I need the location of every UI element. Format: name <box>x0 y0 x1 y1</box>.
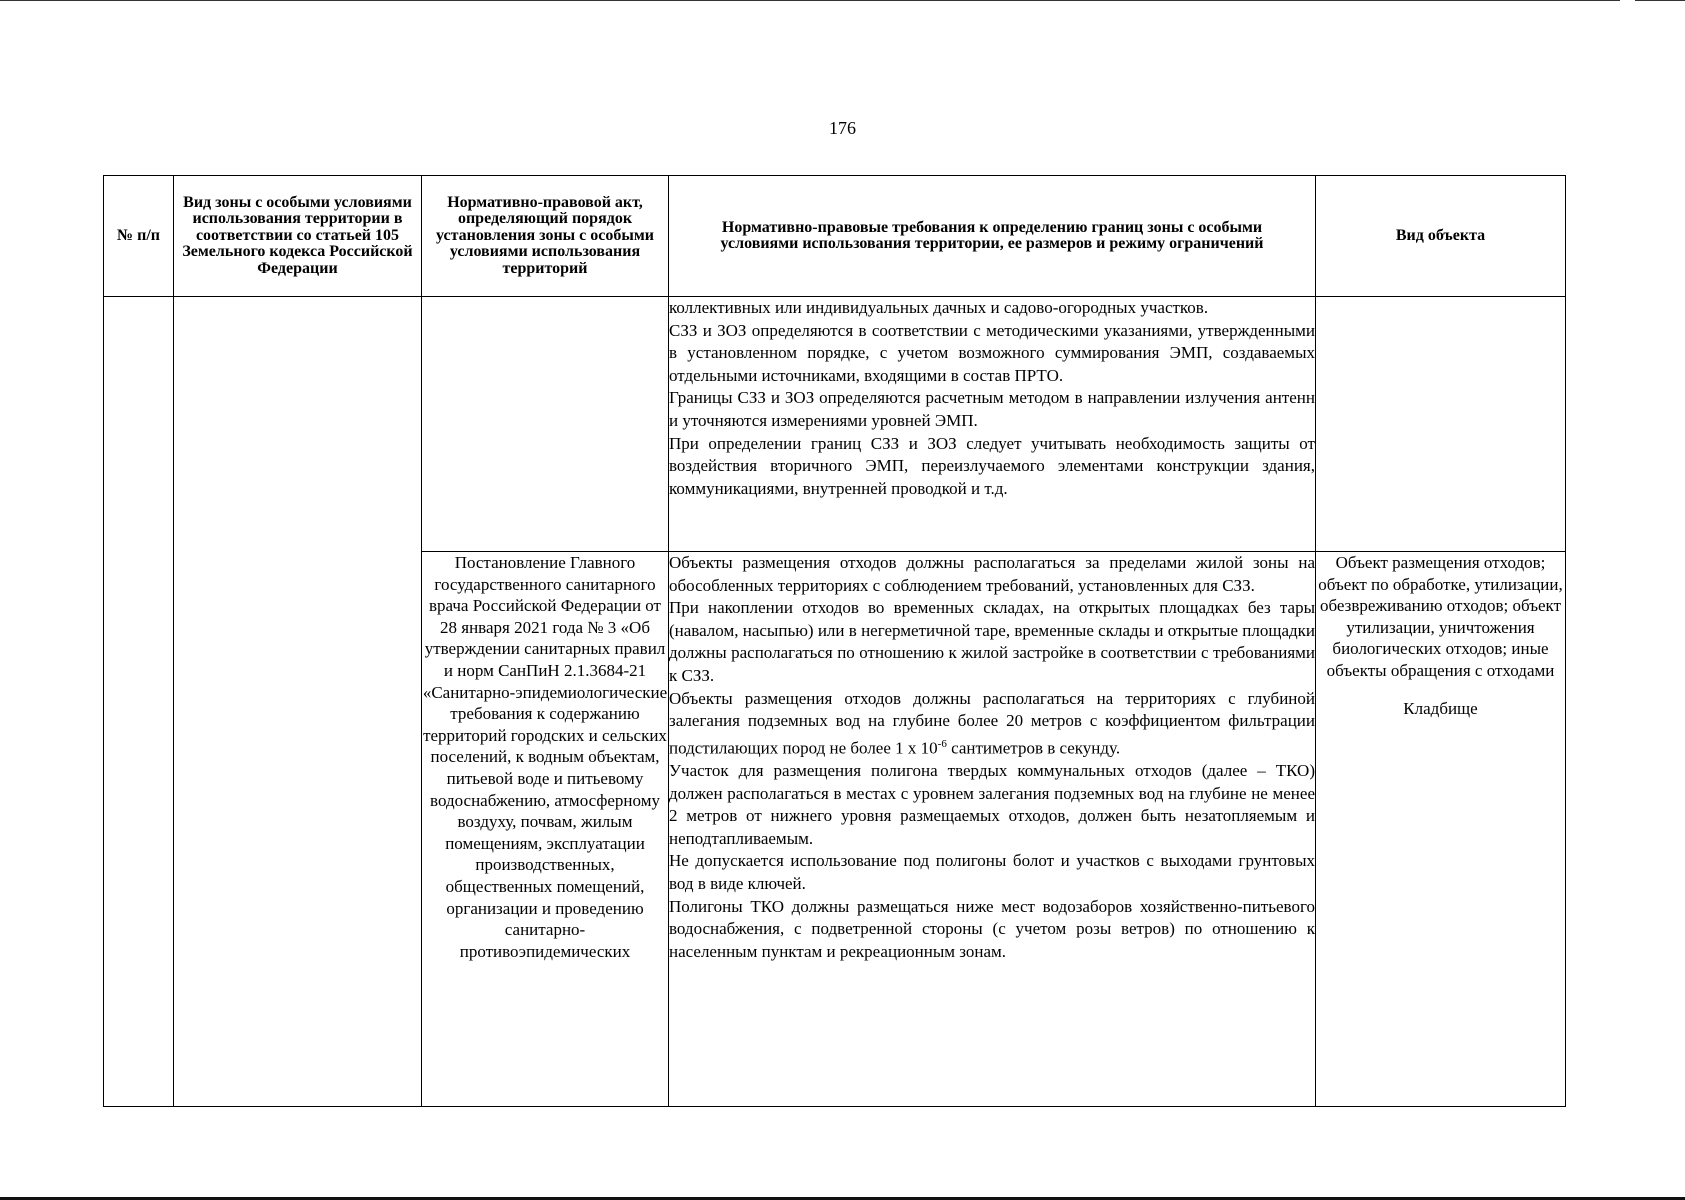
table-header-row <box>104 176 1566 297</box>
cell-act-empty <box>422 297 669 552</box>
top-page-edge <box>0 0 1620 1</box>
cell-object-type-empty <box>1316 297 1566 552</box>
requirement-paragraph: Участок для размещения полигона твердых коммунальных отходов (далее – ТКО) должен располагаться в местах с уровнем залегания подземных вод на глубине не менее 2 метров от нижнего уровня размещаемых отходов, должен быть незатопляемым и неподтапливаемым. <box>669 761 1315 848</box>
header-number: № п/п <box>104 176 174 297</box>
table-row <box>104 297 1566 552</box>
header-legal-act: Нормативно-правовой акт, определяющий порядок установления зоны с особыми условиями использования территорий <box>422 176 669 297</box>
header-object-type: Вид объекта <box>1316 176 1566 297</box>
cell-requirements <box>669 297 1316 552</box>
cell-zone-type <box>174 297 422 1107</box>
requirement-paragraph: При накоплении отходов во временных складах, на открытых площадках без тары (навалом, насыпью) или в негерметичной таре, временные склады и открытые площадки должны располагаться по отношению к жилой застройке в соответствии с требованиями к СЗЗ. <box>669 598 1315 685</box>
top-page-edge-right <box>1635 0 1685 1</box>
header-requirements: Нормативно-правовые требования к определению границ зоны с особыми условиями использования территории, ее размеров и режиму ограничений <box>669 176 1316 297</box>
requirement-paragraph: При определении границ СЗЗ и ЗОЗ следует учитывать необходимость защиты от воздействия вторичного ЭМП, переизлучаемого элементами конструкции здания, коммуникациями, внутренней проводкой и т.д. <box>669 433 1315 498</box>
requirement-paragraph: Объекты размещения отходов должны располагаться за пределами жилой зоны на обособленных территориях с соблюдением требований, установленных для СЗЗ. <box>669 553 1315 595</box>
requirement-paragraph: коллективных или индивидуальных дачных и садово-огородных участков. <box>669 298 1209 317</box>
regulation-table <box>103 175 1566 1107</box>
object-cemetery: Кладбище <box>1403 698 1478 718</box>
requirement-paragraph: Не допускается использование под полигоны болот и участков с выходами грунтовых вод в виде ключей. <box>669 851 1315 893</box>
requirement-text-tail: сантиметров в секунду. <box>946 738 1121 758</box>
requirement-paragraph: Границы СЗЗ и ЗОЗ определяются расчетным методом в направлении излучения антенн и уточняются измерениями уровней ЭМП. <box>669 388 1315 430</box>
requirement-paragraph: Полигоны ТКО должны размещаться ниже мест водозаборов хозяйственно-питьевого водоснабжения, с подветренной стороны (с учетом розы ветров) по отношению к населенным пунктам и рекреационным зонам. <box>669 896 1315 961</box>
page-number: 176 <box>829 118 856 138</box>
cell-requirements <box>669 552 1316 1107</box>
header-zone-type: Вид зоны с особыми условиями использования территории в соответствии со статьей 105 Земельного кодекса Российской Федерации <box>174 176 422 297</box>
exponent: -6 <box>937 737 947 750</box>
cell-number <box>104 297 174 1107</box>
cell-legal-act: Постановление Главного государственного санитарного врача Российской Федерации от 28 января 2021 года № 3 «Об утверждении санитарных правил и норм СанПиН 2.1.3684-21 «Санитарно-эпидемиологические требования к содержанию территорий городских и сельских поселений, к водным объектам, питьевой воде и питьевому водоснабжению, атмосферному воздуху, почвам, жилым помещениям, эксплуатации производственных, общественных помещений, организации и проведению санитарно-противоэпидемических <box>422 552 669 1107</box>
requirement-paragraph: СЗЗ и ЗОЗ определяются в соответствии с методическими указаниями, утвержденными в установленном порядке, с учетом возможного суммирования ЭМП, создаваемых отдельными источниками, входящими в состав ПРТО. <box>669 320 1315 385</box>
requirement-paragraph-filtration <box>669 688 1315 760</box>
requirement-text: Объекты размещения отходов должны располагаться на территориях с глубиной залегания подземных вод на глубине более 20 метров с коэффициентом фильтрации подстилающих пород не более 1 x 10 <box>669 688 1315 758</box>
cell-object-type <box>1316 552 1566 1107</box>
object-list: Объект размещения отходов; объект по обработке, утилизации, обезвреживанию отходов; объект утилизации, уничтожения биологических отходов; иные объекты обращения с отходами <box>1318 553 1563 680</box>
